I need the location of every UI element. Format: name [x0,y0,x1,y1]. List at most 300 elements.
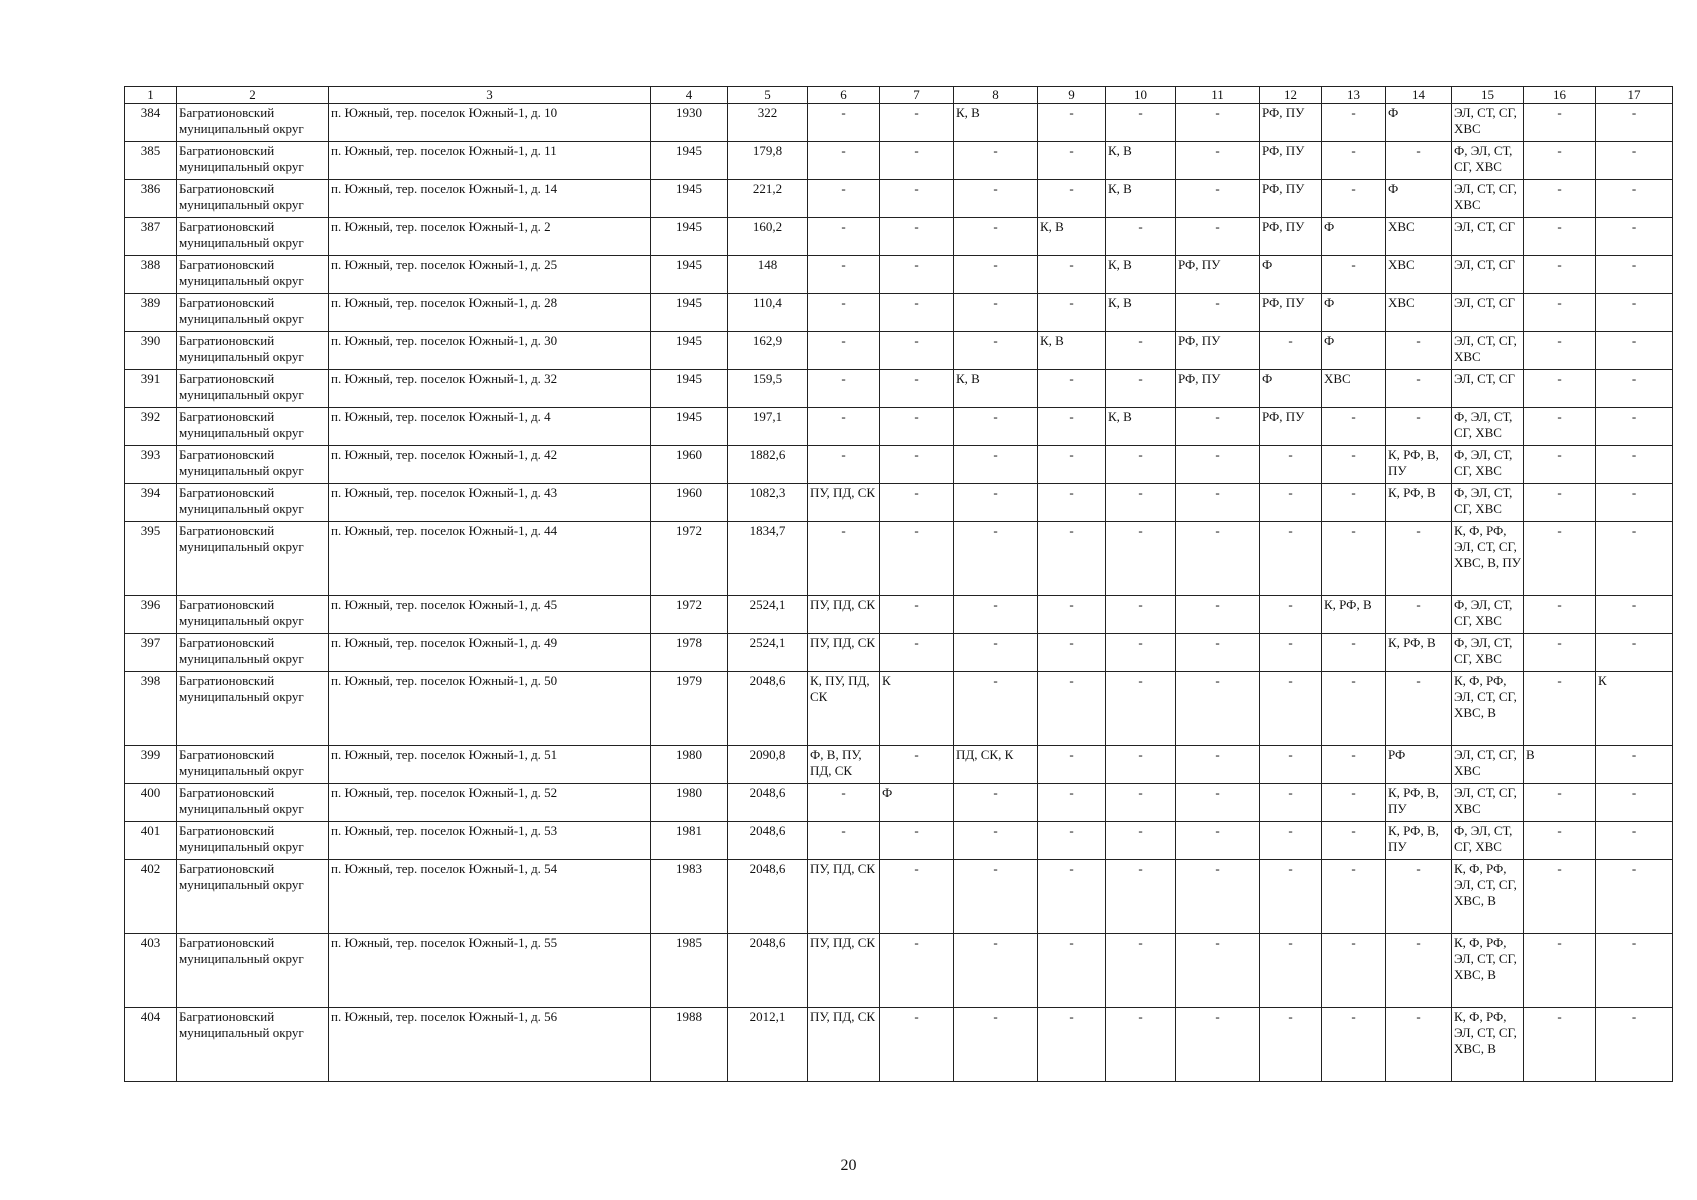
column-header: 9 [1038,87,1106,104]
table-cell-col-7: - [880,142,954,180]
table-cell-col-1: 391 [125,370,177,408]
table-cell-col-4: 1945 [651,294,728,332]
table-cell-col-13: - [1322,860,1386,934]
table-cell-col-10: К, В [1106,256,1176,294]
table-cell-col-15: К, Ф, РФ, ЭЛ, СТ, СГ, ХВС, В [1452,934,1524,1008]
table-cell-col-7: - [880,860,954,934]
table-cell-col-15: ЭЛ, СТ, СГ, ХВС [1452,746,1524,784]
table-cell-col-12: Ф [1260,370,1322,408]
column-header: 13 [1322,87,1386,104]
table-cell-col-10: - [1106,672,1176,746]
table-cell-col-1: 392 [125,408,177,446]
column-header: 14 [1386,87,1452,104]
table-cell-col-10: - [1106,784,1176,822]
table-cell-col-17: - [1596,294,1673,332]
table-cell-col-9: - [1038,142,1106,180]
table-cell-col-8: - [954,522,1038,596]
table-cell-col-13: - [1322,104,1386,142]
table-cell-col-17: К [1596,672,1673,746]
table-cell-col-7: - [880,522,954,596]
table-cell-col-17: - [1596,784,1673,822]
table-cell-col-6: - [808,784,880,822]
table-cell-col-2: Багратионовский муниципальный округ [177,634,329,672]
table-cell-col-13: Ф [1322,218,1386,256]
table-cell-col-13: - [1322,1008,1386,1082]
table-cell-col-6: - [808,142,880,180]
table-cell-col-9: К, В [1038,332,1106,370]
page-number: 20 [840,1157,857,1174]
table-cell-col-17: - [1596,408,1673,446]
table-cell-col-1: 393 [125,446,177,484]
table-cell-col-11: - [1176,784,1260,822]
table-cell-col-9: - [1038,370,1106,408]
table-cell-col-9: - [1038,484,1106,522]
table-cell-col-8: - [954,218,1038,256]
table-cell-col-4: 1981 [651,822,728,860]
column-header: 10 [1106,87,1176,104]
table-cell-col-12: РФ, ПУ [1260,408,1322,446]
column-header: 7 [880,87,954,104]
table-cell-col-15: ЭЛ, СТ, СГ [1452,370,1524,408]
column-number-row [125,87,1673,104]
table-cell-col-8: - [954,934,1038,1008]
table-cell-col-15: К, Ф, РФ, ЭЛ, СТ, СГ, ХВС, В [1452,672,1524,746]
table-cell-col-3: п. Южный, тер. поселок Южный-1, д. 54 [329,860,651,934]
table-cell-col-3: п. Южный, тер. поселок Южный-1, д. 45 [329,596,651,634]
table-cell-col-10: К, В [1106,180,1176,218]
table-cell-col-9: К, В [1038,218,1106,256]
table-row [125,822,1673,860]
table-cell-col-16: - [1524,822,1596,860]
table-cell-col-12: - [1260,522,1322,596]
table-cell-col-14: РФ [1386,746,1452,784]
table-cell-col-1: 403 [125,934,177,1008]
table-cell-col-11: - [1176,142,1260,180]
table-cell-col-5: 322 [728,104,808,142]
table-cell-col-10: - [1106,218,1176,256]
table-cell-col-13: - [1322,634,1386,672]
table-cell-col-13: К, РФ, В [1322,596,1386,634]
table-cell-col-1: 395 [125,522,177,596]
table-cell-col-2: Багратионовский муниципальный округ [177,294,329,332]
table-cell-col-4: 1979 [651,672,728,746]
table-cell-col-10: - [1106,746,1176,784]
table-cell-col-15: ЭЛ, СТ, СГ [1452,218,1524,256]
table-cell-col-10: - [1106,332,1176,370]
table-cell-col-16: - [1524,1008,1596,1082]
table-row [125,860,1673,934]
table-cell-col-6: К, ПУ, ПД, СК [808,672,880,746]
table-cell-col-3: п. Южный, тер. поселок Южный-1, д. 49 [329,634,651,672]
table-row [125,784,1673,822]
table-cell-col-8: - [954,446,1038,484]
table-cell-col-7: - [880,256,954,294]
table-cell-col-3: п. Южный, тер. поселок Южный-1, д. 32 [329,370,651,408]
table-cell-col-14: ХВС [1386,218,1452,256]
table-cell-col-12: - [1260,860,1322,934]
table-cell-col-5: 179,8 [728,142,808,180]
column-header: 8 [954,87,1038,104]
table-cell-col-5: 2524,1 [728,596,808,634]
table-cell-col-13: - [1322,746,1386,784]
table-cell-col-17: - [1596,484,1673,522]
table-cell-col-15: Ф, ЭЛ, СТ, СГ, ХВС [1452,822,1524,860]
table-cell-col-10: - [1106,822,1176,860]
table-cell-col-13: - [1322,784,1386,822]
table-cell-col-17: - [1596,446,1673,484]
table-cell-col-3: п. Южный, тер. поселок Южный-1, д. 42 [329,446,651,484]
table-cell-col-5: 1082,3 [728,484,808,522]
table-cell-col-6: ПУ, ПД, СК [808,484,880,522]
table-cell-col-13: - [1322,446,1386,484]
table-cell-col-13: - [1322,180,1386,218]
table-cell-col-5: 2048,6 [728,822,808,860]
table-cell-col-11: - [1176,104,1260,142]
table-cell-col-7: Ф [880,784,954,822]
table-cell-col-5: 1882,6 [728,446,808,484]
table-cell-col-9: - [1038,934,1106,1008]
table-row [125,180,1673,218]
table-cell-col-10: К, В [1106,294,1176,332]
table-cell-col-5: 2048,6 [728,860,808,934]
table-cell-col-2: Багратионовский муниципальный округ [177,104,329,142]
table-cell-col-9: - [1038,294,1106,332]
table-row [125,218,1673,256]
table-cell-col-3: п. Южный, тер. поселок Южный-1, д. 25 [329,256,651,294]
table-cell-col-6: ПУ, ПД, СК [808,596,880,634]
table-cell-col-2: Багратионовский муниципальный округ [177,180,329,218]
table-cell-col-11: - [1176,522,1260,596]
table-cell-col-17: - [1596,104,1673,142]
table-cell-col-9: - [1038,522,1106,596]
table-cell-col-16: - [1524,332,1596,370]
table-cell-col-14: - [1386,934,1452,1008]
table-cell-col-16: - [1524,860,1596,934]
table-cell-col-6: - [808,822,880,860]
table-row [125,370,1673,408]
table-cell-col-8: - [954,1008,1038,1082]
table-cell-col-7: - [880,332,954,370]
table-cell-col-15: ЭЛ, СТ, СГ, ХВС [1452,180,1524,218]
table-cell-col-12: - [1260,784,1322,822]
table-cell-col-14: - [1386,672,1452,746]
table-cell-col-2: Багратионовский муниципальный округ [177,596,329,634]
table-cell-col-12: - [1260,596,1322,634]
table-cell-col-16: - [1524,142,1596,180]
table-cell-col-12: - [1260,746,1322,784]
table-cell-col-17: - [1596,1008,1673,1082]
table-cell-col-7: - [880,446,954,484]
table-cell-col-9: - [1038,634,1106,672]
column-header: 6 [808,87,880,104]
column-header: 1 [125,87,177,104]
table-cell-col-14: - [1386,142,1452,180]
table-cell-col-8: - [954,634,1038,672]
table-cell-col-16: - [1524,104,1596,142]
table-cell-col-17: - [1596,180,1673,218]
table-cell-col-1: 390 [125,332,177,370]
table-cell-col-17: - [1596,218,1673,256]
table-cell-col-9: - [1038,784,1106,822]
table-cell-col-5: 2012,1 [728,1008,808,1082]
table-cell-col-15: К, Ф, РФ, ЭЛ, СТ, СГ, ХВС, В, ПУ [1452,522,1524,596]
table-cell-col-7: К [880,672,954,746]
table-cell-col-2: Багратионовский муниципальный округ [177,446,329,484]
table-cell-col-15: ЭЛ, СТ, СГ [1452,256,1524,294]
table-cell-col-6: ПУ, ПД, СК [808,860,880,934]
table-cell-col-14: Ф [1386,180,1452,218]
table-cell-col-12: - [1260,934,1322,1008]
table-cell-col-8: - [954,596,1038,634]
table-cell-col-3: п. Южный, тер. поселок Южный-1, д. 50 [329,672,651,746]
table-cell-col-5: 1834,7 [728,522,808,596]
table-cell-col-14: - [1386,522,1452,596]
table-cell-col-6: ПУ, ПД, СК [808,934,880,1008]
table-cell-col-15: Ф, ЭЛ, СТ, СГ, ХВС [1452,484,1524,522]
table-cell-col-4: 1960 [651,484,728,522]
table-cell-col-2: Багратионовский муниципальный округ [177,256,329,294]
table-cell-col-2: Багратионовский муниципальный округ [177,860,329,934]
table-cell-col-8: ПД, СК, К [954,746,1038,784]
table-cell-col-11: РФ, ПУ [1176,256,1260,294]
table-cell-col-9: - [1038,1008,1106,1082]
table-cell-col-12: Ф [1260,256,1322,294]
table-cell-col-16: - [1524,408,1596,446]
table-cell-col-6: - [808,104,880,142]
table-row [125,104,1673,142]
table-cell-col-5: 197,1 [728,408,808,446]
table-cell-col-1: 402 [125,860,177,934]
table-cell-col-5: 2090,8 [728,746,808,784]
table-cell-col-7: - [880,408,954,446]
table-cell-col-7: - [880,370,954,408]
table-cell-col-1: 396 [125,596,177,634]
table-cell-col-1: 399 [125,746,177,784]
table-cell-col-13: - [1322,408,1386,446]
table-cell-col-10: - [1106,596,1176,634]
table-cell-col-16: - [1524,446,1596,484]
table-cell-col-10: - [1106,1008,1176,1082]
table-cell-col-3: п. Южный, тер. поселок Южный-1, д. 44 [329,522,651,596]
table-cell-col-1: 388 [125,256,177,294]
table-cell-col-1: 398 [125,672,177,746]
table-cell-col-13: ХВС [1322,370,1386,408]
table-row [125,294,1673,332]
table-cell-col-1: 401 [125,822,177,860]
table-cell-col-8: - [954,142,1038,180]
table-cell-col-10: - [1106,860,1176,934]
table-cell-col-12: - [1260,446,1322,484]
table-cell-col-16: - [1524,672,1596,746]
table-row [125,934,1673,1008]
table-cell-col-6: - [808,446,880,484]
table-cell-col-16: - [1524,180,1596,218]
table-cell-col-3: п. Южный, тер. поселок Южный-1, д. 55 [329,934,651,1008]
table-cell-col-7: - [880,634,954,672]
table-cell-col-9: - [1038,596,1106,634]
table-cell-col-6: - [808,180,880,218]
table-row [125,408,1673,446]
table-cell-col-3: п. Южный, тер. поселок Южный-1, д. 30 [329,332,651,370]
table-cell-col-8: К, В [954,104,1038,142]
table-cell-col-16: - [1524,256,1596,294]
table-cell-col-17: - [1596,860,1673,934]
table-row [125,746,1673,784]
table-cell-col-2: Багратионовский муниципальный округ [177,934,329,1008]
table-cell-col-3: п. Южный, тер. поселок Южный-1, д. 2 [329,218,651,256]
table-cell-col-3: п. Южный, тер. поселок Южный-1, д. 53 [329,822,651,860]
table-cell-col-15: ЭЛ, СТ, СГ, ХВС [1452,104,1524,142]
table-cell-col-2: Багратионовский муниципальный округ [177,408,329,446]
table-cell-col-4: 1945 [651,256,728,294]
table-cell-col-10: - [1106,522,1176,596]
table-cell-col-2: Багратионовский муниципальный округ [177,784,329,822]
table-cell-col-11: - [1176,860,1260,934]
table-cell-col-5: 162,9 [728,332,808,370]
table-cell-col-4: 1985 [651,934,728,1008]
table-cell-col-3: п. Южный, тер. поселок Южный-1, д. 4 [329,408,651,446]
table-row [125,672,1673,746]
table-cell-col-12: - [1260,672,1322,746]
table-cell-col-3: п. Южный, тер. поселок Южный-1, д. 28 [329,294,651,332]
column-header: 15 [1452,87,1524,104]
table-cell-col-13: - [1322,256,1386,294]
column-header: 16 [1524,87,1596,104]
table-row [125,256,1673,294]
table-cell-col-9: - [1038,104,1106,142]
table-cell-col-2: Багратионовский муниципальный округ [177,522,329,596]
table-cell-col-4: 1945 [651,180,728,218]
table-cell-col-14: - [1386,332,1452,370]
table-cell-col-14: К, РФ, В, ПУ [1386,446,1452,484]
table-cell-col-14: К, РФ, В, ПУ [1386,822,1452,860]
table-cell-col-14: Ф [1386,104,1452,142]
table-cell-col-13: - [1322,672,1386,746]
table-cell-col-14: - [1386,596,1452,634]
table-row [125,484,1673,522]
column-header: 2 [177,87,329,104]
table-cell-col-8: - [954,256,1038,294]
table-cell-col-4: 1972 [651,596,728,634]
table-cell-col-4: 1972 [651,522,728,596]
table-row [125,596,1673,634]
table-cell-col-7: - [880,746,954,784]
table-cell-col-11: - [1176,218,1260,256]
table-cell-col-1: 397 [125,634,177,672]
table-cell-col-8: - [954,408,1038,446]
table-cell-col-4: 1988 [651,1008,728,1082]
column-header: 5 [728,87,808,104]
table-cell-col-17: - [1596,596,1673,634]
table-row [125,522,1673,596]
table-cell-col-16: - [1524,934,1596,1008]
table-cell-col-16: - [1524,484,1596,522]
table-cell-col-17: - [1596,370,1673,408]
table-cell-col-13: - [1322,522,1386,596]
table-cell-col-8: - [954,784,1038,822]
table-cell-col-8: - [954,484,1038,522]
table-cell-col-3: п. Южный, тер. поселок Южный-1, д. 52 [329,784,651,822]
table-cell-col-17: - [1596,746,1673,784]
table-cell-col-12: РФ, ПУ [1260,142,1322,180]
table-cell-col-5: 159,5 [728,370,808,408]
table-cell-col-14: ХВС [1386,256,1452,294]
table-cell-col-10: - [1106,634,1176,672]
table-cell-col-6: - [808,294,880,332]
table-cell-col-2: Багратионовский муниципальный округ [177,332,329,370]
table-cell-col-8: - [954,180,1038,218]
table-row [125,446,1673,484]
table-cell-col-11: - [1176,934,1260,1008]
table-cell-col-7: - [880,218,954,256]
table-cell-col-13: - [1322,142,1386,180]
table-cell-col-14: - [1386,1008,1452,1082]
table-cell-col-1: 384 [125,104,177,142]
table-row [125,1008,1673,1082]
table-cell-col-7: - [880,484,954,522]
table-cell-col-1: 385 [125,142,177,180]
column-header: 12 [1260,87,1322,104]
table-cell-col-9: - [1038,180,1106,218]
table-cell-col-6: - [808,522,880,596]
table-cell-col-5: 2048,6 [728,784,808,822]
table-cell-col-11: - [1176,672,1260,746]
table-cell-col-16: - [1524,294,1596,332]
table-cell-col-1: 387 [125,218,177,256]
table-cell-col-9: - [1038,746,1106,784]
table-cell-col-1: 386 [125,180,177,218]
table-cell-col-7: - [880,180,954,218]
table-cell-col-1: 404 [125,1008,177,1082]
table-cell-col-9: - [1038,672,1106,746]
housing-register-table [124,86,1673,1082]
table-cell-col-15: Ф, ЭЛ, СТ, СГ, ХВС [1452,408,1524,446]
table-body [125,104,1673,1082]
table-cell-col-5: 110,4 [728,294,808,332]
table-cell-col-7: - [880,822,954,860]
table-cell-col-15: Ф, ЭЛ, СТ, СГ, ХВС [1452,446,1524,484]
table-cell-col-11: - [1176,180,1260,218]
table-row [125,142,1673,180]
table-cell-col-7: - [880,104,954,142]
table-cell-col-3: п. Южный, тер. поселок Южный-1, д. 10 [329,104,651,142]
table-cell-col-4: 1983 [651,860,728,934]
table-cell-col-14: - [1386,408,1452,446]
table-cell-col-6: - [808,332,880,370]
table-cell-col-6: - [808,370,880,408]
table-cell-col-11: - [1176,484,1260,522]
table-cell-col-4: 1945 [651,408,728,446]
table-cell-col-12: - [1260,1008,1322,1082]
table-cell-col-17: - [1596,142,1673,180]
table-cell-col-8: - [954,294,1038,332]
table-cell-col-12: - [1260,332,1322,370]
table-cell-col-2: Багратионовский муниципальный округ [177,218,329,256]
table-cell-col-8: - [954,860,1038,934]
table-cell-col-9: - [1038,408,1106,446]
table-cell-col-10: - [1106,934,1176,1008]
table-cell-col-6: - [808,256,880,294]
table-cell-col-7: - [880,294,954,332]
column-header: 17 [1596,87,1673,104]
table-cell-col-15: К, Ф, РФ, ЭЛ, СТ, СГ, ХВС, В [1452,860,1524,934]
table-cell-col-14: - [1386,370,1452,408]
table-cell-col-16: - [1524,784,1596,822]
table-row [125,332,1673,370]
table-cell-col-4: 1960 [651,446,728,484]
table-cell-col-16: - [1524,218,1596,256]
table-cell-col-10: - [1106,370,1176,408]
